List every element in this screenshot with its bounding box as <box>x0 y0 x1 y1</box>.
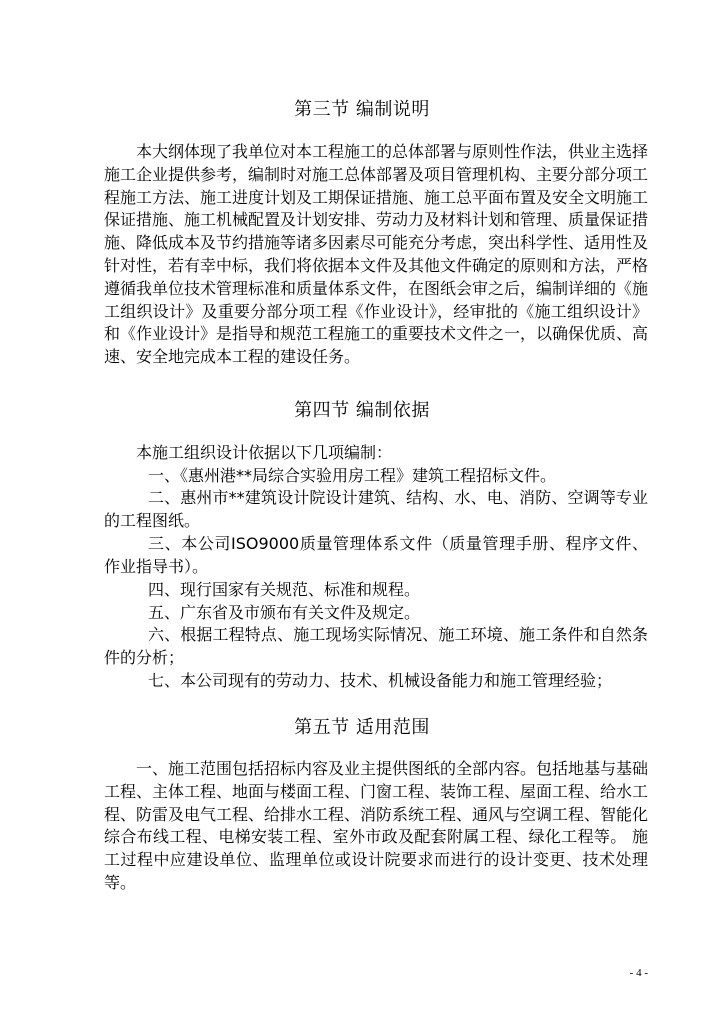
section4-item-4: 四、现行国家有关规范、标准和规程。 <box>148 580 421 599</box>
section4-intro: 本施工组织设计依据以下几项编制： <box>136 443 393 462</box>
section4-item-7: 七、本公司现有的劳动力、技术、机械设备能力和施工管理经验； <box>148 671 613 690</box>
section4-title: 第四节 编制依据 <box>294 400 430 421</box>
section5-body: 一、施工范围包括招标内容及业主提供图纸的全部内容。包括地基与基础工程、主体工程、地面与楼面工程、门窗工程、装饰工程、屋面工程、给水工程、防雷及电气工程、给排水工程、消防系统工程、通风与空调工程、智能化综合布线工程、电梯安装工程、室外市政及配套附属工程、绿化工程等。 施工过程中应建设单位、监理单位或设计院要求而进行的设计变更、技术处理等。 <box>104 759 649 892</box>
page-number: - 4 - <box>629 967 648 979</box>
section3-body: 本大纲体现了我单位对本工程施工的总体部署与原则性作法，供业主选择施工企业提供参考，编制时对施工总体部署及项目管理机构、主要分部分项工程施工方法、施工进度计划及工期保证措施、施工总平面布置及安全文明施工保证措施、施工机械配置及计划安排、劳动力及材料计划和管理、质量保证措施、降低成本及节约措施等诸多因素尽可能充分考虑，突出科学性、适用性及针对性，若有幸中标，我们将依据本文件及其他文件确定的原则和方法，严格遵循我单位技术管理标准和质量体系文件，在图纸会审之后，编制详细的《施工组织设计》及重要分部分项工程《作业设计》，经审批的《施工组织设计》和《作业设计》是指导和规范工程施工的重要技术文件之一，以确保优质、高速、安全地完成本工程的建设任务。 <box>104 142 649 367</box>
section5-title: 第五节 适用范围 <box>294 717 430 738</box>
section4-item-2: 二、惠州市**建筑设计院设计建筑、结构、水、电、消防、空调等专业的工程图纸。 <box>104 488 648 530</box>
section4-item-1: 一、《惠州港**局综合实验用房工程》建筑工程招标文件。 <box>148 466 557 485</box>
section4-item-5: 五、广东省及市颁布有关文件及规定。 <box>148 603 421 622</box>
section3-title: 第三节 编制说明 <box>294 99 430 120</box>
section4-item-3: 三、本公司ISO9000质量管理体系文件（质量管理手册、程序文件、作业指导书）。 <box>104 534 648 576</box>
section4-item-6: 六、根据工程特点、施工现场实际情况、施工环境、施工条件和自然条件的分析； <box>104 625 648 667</box>
